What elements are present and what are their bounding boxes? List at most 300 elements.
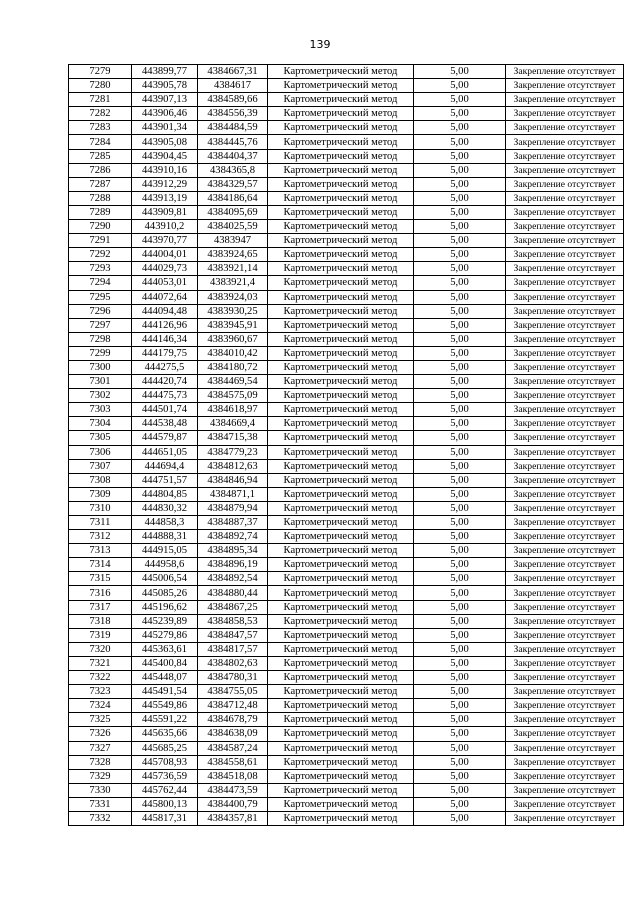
method-cell: Картометрический метод bbox=[268, 220, 414, 234]
fixation-cell: Закрепление отсутствует bbox=[506, 262, 624, 276]
y-coordinate-cell: 4384780,31 bbox=[198, 671, 268, 685]
accuracy-cell: 5,00 bbox=[414, 741, 506, 755]
accuracy-cell: 5,00 bbox=[414, 713, 506, 727]
method-cell: Картометрический метод bbox=[268, 811, 414, 825]
y-coordinate-cell: 4384404,37 bbox=[198, 149, 268, 163]
x-coordinate-cell: 444420,74 bbox=[132, 375, 198, 389]
method-cell: Картометрический метод bbox=[268, 248, 414, 262]
point-number-cell: 7285 bbox=[69, 149, 132, 163]
accuracy-cell: 5,00 bbox=[414, 205, 506, 219]
y-coordinate-cell: 4384715,38 bbox=[198, 431, 268, 445]
point-number-cell: 7303 bbox=[69, 403, 132, 417]
method-cell: Картометрический метод bbox=[268, 544, 414, 558]
accuracy-cell: 5,00 bbox=[414, 614, 506, 628]
point-number-cell: 7290 bbox=[69, 220, 132, 234]
y-coordinate-cell: 4383921,4 bbox=[198, 276, 268, 290]
point-number-cell: 7317 bbox=[69, 600, 132, 614]
fixation-cell: Закрепление отсутствует bbox=[506, 501, 624, 515]
method-cell: Картометрический метод bbox=[268, 346, 414, 360]
point-number-cell: 7298 bbox=[69, 332, 132, 346]
y-coordinate-cell: 4384484,59 bbox=[198, 121, 268, 135]
y-coordinate-cell: 4384678,79 bbox=[198, 713, 268, 727]
point-number-cell: 7283 bbox=[69, 121, 132, 135]
method-cell: Картометрический метод bbox=[268, 205, 414, 219]
table-row bbox=[69, 290, 624, 304]
method-cell: Картометрический метод bbox=[268, 360, 414, 374]
method-cell: Картометрический метод bbox=[268, 727, 414, 741]
table-row bbox=[69, 417, 624, 431]
method-cell: Картометрический метод bbox=[268, 699, 414, 713]
y-coordinate-cell: 4384846,94 bbox=[198, 473, 268, 487]
x-coordinate-cell: 444126,96 bbox=[132, 318, 198, 332]
x-coordinate-cell: 443970,77 bbox=[132, 234, 198, 248]
accuracy-cell: 5,00 bbox=[414, 516, 506, 530]
point-number-cell: 7306 bbox=[69, 445, 132, 459]
fixation-cell: Закрепление отсутствует bbox=[506, 149, 624, 163]
table-row bbox=[69, 656, 624, 670]
accuracy-cell: 5,00 bbox=[414, 642, 506, 656]
y-coordinate-cell: 4384667,31 bbox=[198, 65, 268, 79]
table-row bbox=[69, 544, 624, 558]
x-coordinate-cell: 445196,62 bbox=[132, 600, 198, 614]
fixation-cell: Закрепление отсутствует bbox=[506, 375, 624, 389]
table-row bbox=[69, 473, 624, 487]
fixation-cell: Закрепление отсутствует bbox=[506, 558, 624, 572]
accuracy-cell: 5,00 bbox=[414, 177, 506, 191]
fixation-cell: Закрепление отсутствует bbox=[506, 93, 624, 107]
y-coordinate-cell: 4383930,25 bbox=[198, 304, 268, 318]
accuracy-cell: 5,00 bbox=[414, 93, 506, 107]
method-cell: Картометрический метод bbox=[268, 177, 414, 191]
method-cell: Картометрический метод bbox=[268, 656, 414, 670]
method-cell: Картометрический метод bbox=[268, 262, 414, 276]
fixation-cell: Закрепление отсутствует bbox=[506, 516, 624, 530]
fixation-cell: Закрепление отсутствует bbox=[506, 135, 624, 149]
table-row bbox=[69, 191, 624, 205]
accuracy-cell: 5,00 bbox=[414, 431, 506, 445]
method-cell: Картометрический метод bbox=[268, 783, 414, 797]
method-cell: Картометрический метод bbox=[268, 586, 414, 600]
y-coordinate-cell: 4384867,25 bbox=[198, 600, 268, 614]
y-coordinate-cell: 4384847,57 bbox=[198, 628, 268, 642]
point-number-cell: 7319 bbox=[69, 628, 132, 642]
accuracy-cell: 5,00 bbox=[414, 107, 506, 121]
fixation-cell: Закрепление отсутствует bbox=[506, 431, 624, 445]
y-coordinate-cell: 4384896,19 bbox=[198, 558, 268, 572]
accuracy-cell: 5,00 bbox=[414, 276, 506, 290]
method-cell: Картометрический метод bbox=[268, 79, 414, 93]
y-coordinate-cell: 4383924,65 bbox=[198, 248, 268, 262]
accuracy-cell: 5,00 bbox=[414, 685, 506, 699]
y-coordinate-cell: 4383945,91 bbox=[198, 318, 268, 332]
x-coordinate-cell: 445800,13 bbox=[132, 797, 198, 811]
y-coordinate-cell: 4384445,76 bbox=[198, 135, 268, 149]
fixation-cell: Закрепление отсутствует bbox=[506, 389, 624, 403]
table-row bbox=[69, 699, 624, 713]
point-number-cell: 7286 bbox=[69, 163, 132, 177]
fixation-cell: Закрепление отсутствует bbox=[506, 811, 624, 825]
point-number-cell: 7287 bbox=[69, 177, 132, 191]
point-number-cell: 7279 bbox=[69, 65, 132, 79]
fixation-cell: Закрепление отсутствует bbox=[506, 304, 624, 318]
x-coordinate-cell: 444094,48 bbox=[132, 304, 198, 318]
y-coordinate-cell: 4384556,39 bbox=[198, 107, 268, 121]
x-coordinate-cell: 445279,86 bbox=[132, 628, 198, 642]
accuracy-cell: 5,00 bbox=[414, 628, 506, 642]
y-coordinate-cell: 4384871,1 bbox=[198, 487, 268, 501]
fixation-cell: Закрепление отсутствует bbox=[506, 177, 624, 191]
method-cell: Картометрический метод bbox=[268, 755, 414, 769]
y-coordinate-cell: 4384755,05 bbox=[198, 685, 268, 699]
table-row bbox=[69, 572, 624, 586]
method-cell: Картометрический метод bbox=[268, 741, 414, 755]
y-coordinate-cell: 4384895,34 bbox=[198, 544, 268, 558]
method-cell: Картометрический метод bbox=[268, 431, 414, 445]
fixation-cell: Закрепление отсутствует bbox=[506, 685, 624, 699]
accuracy-cell: 5,00 bbox=[414, 671, 506, 685]
accuracy-cell: 5,00 bbox=[414, 304, 506, 318]
x-coordinate-cell: 444888,31 bbox=[132, 530, 198, 544]
point-number-cell: 7299 bbox=[69, 346, 132, 360]
point-number-cell: 7293 bbox=[69, 262, 132, 276]
y-coordinate-cell: 4384587,24 bbox=[198, 741, 268, 755]
table-row bbox=[69, 375, 624, 389]
x-coordinate-cell: 445549,86 bbox=[132, 699, 198, 713]
y-coordinate-cell: 4384817,57 bbox=[198, 642, 268, 656]
y-coordinate-cell: 4384518,08 bbox=[198, 769, 268, 783]
fixation-cell: Закрепление отсутствует bbox=[506, 332, 624, 346]
accuracy-cell: 5,00 bbox=[414, 558, 506, 572]
accuracy-cell: 5,00 bbox=[414, 220, 506, 234]
y-coordinate-cell: 4384180,72 bbox=[198, 360, 268, 374]
y-coordinate-cell: 4383947 bbox=[198, 234, 268, 248]
method-cell: Картометрический метод bbox=[268, 572, 414, 586]
point-number-cell: 7292 bbox=[69, 248, 132, 262]
x-coordinate-cell: 444830,32 bbox=[132, 501, 198, 515]
x-coordinate-cell: 445736,59 bbox=[132, 769, 198, 783]
method-cell: Картометрический метод bbox=[268, 614, 414, 628]
table-row bbox=[69, 713, 624, 727]
x-coordinate-cell: 444804,85 bbox=[132, 487, 198, 501]
fixation-cell: Закрепление отсутствует bbox=[506, 628, 624, 642]
method-cell: Картометрический метод bbox=[268, 417, 414, 431]
x-coordinate-cell: 445685,25 bbox=[132, 741, 198, 755]
method-cell: Картометрический метод bbox=[268, 93, 414, 107]
point-number-cell: 7289 bbox=[69, 205, 132, 219]
table-row bbox=[69, 332, 624, 346]
point-number-cell: 7326 bbox=[69, 727, 132, 741]
table-row bbox=[69, 642, 624, 656]
table-row bbox=[69, 741, 624, 755]
table-row bbox=[69, 220, 624, 234]
y-coordinate-cell: 4384010,42 bbox=[198, 346, 268, 360]
fixation-cell: Закрепление отсутствует bbox=[506, 290, 624, 304]
x-coordinate-cell: 444146,34 bbox=[132, 332, 198, 346]
fixation-cell: Закрепление отсутствует bbox=[506, 727, 624, 741]
accuracy-cell: 5,00 bbox=[414, 360, 506, 374]
y-coordinate-cell: 4384469,54 bbox=[198, 375, 268, 389]
accuracy-cell: 5,00 bbox=[414, 248, 506, 262]
point-number-cell: 7307 bbox=[69, 459, 132, 473]
y-coordinate-cell: 4384575,09 bbox=[198, 389, 268, 403]
x-coordinate-cell: 443906,46 bbox=[132, 107, 198, 121]
y-coordinate-cell: 4384812,63 bbox=[198, 459, 268, 473]
y-coordinate-cell: 4384095,69 bbox=[198, 205, 268, 219]
table-body bbox=[69, 65, 624, 826]
fixation-cell: Закрепление отсутствует bbox=[506, 614, 624, 628]
point-number-cell: 7296 bbox=[69, 304, 132, 318]
accuracy-cell: 5,00 bbox=[414, 586, 506, 600]
point-number-cell: 7291 bbox=[69, 234, 132, 248]
table-row bbox=[69, 107, 624, 121]
fixation-cell: Закрепление отсутствует bbox=[506, 544, 624, 558]
table-row bbox=[69, 121, 624, 135]
y-coordinate-cell: 4384887,37 bbox=[198, 516, 268, 530]
fixation-cell: Закрепление отсутствует bbox=[506, 346, 624, 360]
accuracy-cell: 5,00 bbox=[414, 65, 506, 79]
method-cell: Картометрический метод bbox=[268, 389, 414, 403]
x-coordinate-cell: 443910,16 bbox=[132, 163, 198, 177]
accuracy-cell: 5,00 bbox=[414, 389, 506, 403]
point-number-cell: 7332 bbox=[69, 811, 132, 825]
table-row bbox=[69, 205, 624, 219]
table-row bbox=[69, 65, 624, 79]
accuracy-cell: 5,00 bbox=[414, 811, 506, 825]
accuracy-cell: 5,00 bbox=[414, 755, 506, 769]
accuracy-cell: 5,00 bbox=[414, 375, 506, 389]
accuracy-cell: 5,00 bbox=[414, 544, 506, 558]
x-coordinate-cell: 444915,05 bbox=[132, 544, 198, 558]
accuracy-cell: 5,00 bbox=[414, 501, 506, 515]
method-cell: Картометрический метод bbox=[268, 290, 414, 304]
point-number-cell: 7316 bbox=[69, 586, 132, 600]
y-coordinate-cell: 4384473,59 bbox=[198, 783, 268, 797]
accuracy-cell: 5,00 bbox=[414, 699, 506, 713]
fixation-cell: Закрепление отсутствует bbox=[506, 79, 624, 93]
fixation-cell: Закрепление отсутствует bbox=[506, 642, 624, 656]
y-coordinate-cell: 4383924,03 bbox=[198, 290, 268, 304]
x-coordinate-cell: 444004,01 bbox=[132, 248, 198, 262]
fixation-cell: Закрепление отсутствует bbox=[506, 191, 624, 205]
point-number-cell: 7329 bbox=[69, 769, 132, 783]
point-number-cell: 7325 bbox=[69, 713, 132, 727]
fixation-cell: Закрепление отсутствует bbox=[506, 699, 624, 713]
method-cell: Картометрический метод bbox=[268, 671, 414, 685]
x-coordinate-cell: 445817,31 bbox=[132, 811, 198, 825]
table-row bbox=[69, 600, 624, 614]
fixation-cell: Закрепление отсутствует bbox=[506, 163, 624, 177]
point-number-cell: 7312 bbox=[69, 530, 132, 544]
point-number-cell: 7284 bbox=[69, 135, 132, 149]
table-row bbox=[69, 248, 624, 262]
method-cell: Картометрический метод bbox=[268, 65, 414, 79]
accuracy-cell: 5,00 bbox=[414, 473, 506, 487]
table-row bbox=[69, 811, 624, 825]
accuracy-cell: 5,00 bbox=[414, 417, 506, 431]
point-number-cell: 7302 bbox=[69, 389, 132, 403]
accuracy-cell: 5,00 bbox=[414, 783, 506, 797]
point-number-cell: 7328 bbox=[69, 755, 132, 769]
point-number-cell: 7313 bbox=[69, 544, 132, 558]
fixation-cell: Закрепление отсутствует bbox=[506, 403, 624, 417]
method-cell: Картометрический метод bbox=[268, 516, 414, 530]
accuracy-cell: 5,00 bbox=[414, 79, 506, 93]
y-coordinate-cell: 4384892,74 bbox=[198, 530, 268, 544]
table-row bbox=[69, 318, 624, 332]
x-coordinate-cell: 443905,78 bbox=[132, 79, 198, 93]
fixation-cell: Закрепление отсутствует bbox=[506, 473, 624, 487]
table-row bbox=[69, 685, 624, 699]
accuracy-cell: 5,00 bbox=[414, 149, 506, 163]
x-coordinate-cell: 443909,81 bbox=[132, 205, 198, 219]
method-cell: Картометрический метод bbox=[268, 487, 414, 501]
table-row bbox=[69, 487, 624, 501]
fixation-cell: Закрепление отсутствует bbox=[506, 234, 624, 248]
fixation-cell: Закрепление отсутствует bbox=[506, 741, 624, 755]
table-row bbox=[69, 403, 624, 417]
fixation-cell: Закрепление отсутствует bbox=[506, 586, 624, 600]
table-row bbox=[69, 346, 624, 360]
y-coordinate-cell: 4384802,63 bbox=[198, 656, 268, 670]
x-coordinate-cell: 445762,44 bbox=[132, 783, 198, 797]
coordinates-table bbox=[68, 64, 624, 826]
point-number-cell: 7330 bbox=[69, 783, 132, 797]
x-coordinate-cell: 445635,66 bbox=[132, 727, 198, 741]
x-coordinate-cell: 445085,26 bbox=[132, 586, 198, 600]
table-row bbox=[69, 516, 624, 530]
x-coordinate-cell: 444029,73 bbox=[132, 262, 198, 276]
x-coordinate-cell: 444072,64 bbox=[132, 290, 198, 304]
method-cell: Картометрический метод bbox=[268, 558, 414, 572]
method-cell: Картометрический метод bbox=[268, 107, 414, 121]
table-row bbox=[69, 431, 624, 445]
table-row bbox=[69, 558, 624, 572]
fixation-cell: Закрепление отсутствует bbox=[506, 318, 624, 332]
point-number-cell: 7320 bbox=[69, 642, 132, 656]
x-coordinate-cell: 445448,07 bbox=[132, 671, 198, 685]
table-row bbox=[69, 276, 624, 290]
method-cell: Картометрический метод bbox=[268, 530, 414, 544]
point-number-cell: 7327 bbox=[69, 741, 132, 755]
y-coordinate-cell: 4384400,79 bbox=[198, 797, 268, 811]
x-coordinate-cell: 445708,93 bbox=[132, 755, 198, 769]
y-coordinate-cell: 4384892,54 bbox=[198, 572, 268, 586]
fixation-cell: Закрепление отсутствует bbox=[506, 220, 624, 234]
y-coordinate-cell: 4384618,97 bbox=[198, 403, 268, 417]
page-number: 139 bbox=[309, 38, 331, 51]
x-coordinate-cell: 445591,22 bbox=[132, 713, 198, 727]
accuracy-cell: 5,00 bbox=[414, 727, 506, 741]
fixation-cell: Закрепление отсутствует bbox=[506, 205, 624, 219]
accuracy-cell: 5,00 bbox=[414, 769, 506, 783]
table-row bbox=[69, 304, 624, 318]
table-row bbox=[69, 360, 624, 374]
table-row bbox=[69, 135, 624, 149]
table-row bbox=[69, 727, 624, 741]
method-cell: Картометрический метод bbox=[268, 642, 414, 656]
point-number-cell: 7323 bbox=[69, 685, 132, 699]
x-coordinate-cell: 444751,57 bbox=[132, 473, 198, 487]
method-cell: Картометрический метод bbox=[268, 628, 414, 642]
accuracy-cell: 5,00 bbox=[414, 234, 506, 248]
point-number-cell: 7305 bbox=[69, 431, 132, 445]
x-coordinate-cell: 444858,3 bbox=[132, 516, 198, 530]
table-row bbox=[69, 628, 624, 642]
point-number-cell: 7309 bbox=[69, 487, 132, 501]
y-coordinate-cell: 4383921,14 bbox=[198, 262, 268, 276]
table-row bbox=[69, 149, 624, 163]
table-row bbox=[69, 445, 624, 459]
accuracy-cell: 5,00 bbox=[414, 600, 506, 614]
x-coordinate-cell: 445239,89 bbox=[132, 614, 198, 628]
x-coordinate-cell: 444579,87 bbox=[132, 431, 198, 445]
accuracy-cell: 5,00 bbox=[414, 459, 506, 473]
table-row bbox=[69, 79, 624, 93]
fixation-cell: Закрепление отсутствует bbox=[506, 459, 624, 473]
fixation-cell: Закрепление отсутствует bbox=[506, 797, 624, 811]
table-row bbox=[69, 586, 624, 600]
fixation-cell: Закрепление отсутствует bbox=[506, 360, 624, 374]
fixation-cell: Закрепление отсутствует bbox=[506, 107, 624, 121]
accuracy-cell: 5,00 bbox=[414, 290, 506, 304]
fixation-cell: Закрепление отсутствует bbox=[506, 530, 624, 544]
accuracy-cell: 5,00 bbox=[414, 487, 506, 501]
table-row bbox=[69, 783, 624, 797]
method-cell: Картометрический метод bbox=[268, 797, 414, 811]
x-coordinate-cell: 443912,29 bbox=[132, 177, 198, 191]
point-number-cell: 7315 bbox=[69, 572, 132, 586]
table-row bbox=[69, 614, 624, 628]
point-number-cell: 7281 bbox=[69, 93, 132, 107]
table-row bbox=[69, 671, 624, 685]
y-coordinate-cell: 4384357,81 bbox=[198, 811, 268, 825]
x-coordinate-cell: 444694,4 bbox=[132, 459, 198, 473]
x-coordinate-cell: 445400,84 bbox=[132, 656, 198, 670]
point-number-cell: 7321 bbox=[69, 656, 132, 670]
method-cell: Картометрический метод bbox=[268, 375, 414, 389]
x-coordinate-cell: 444275,5 bbox=[132, 360, 198, 374]
point-number-cell: 7295 bbox=[69, 290, 132, 304]
fixation-cell: Закрепление отсутствует bbox=[506, 248, 624, 262]
x-coordinate-cell: 444053,01 bbox=[132, 276, 198, 290]
point-number-cell: 7322 bbox=[69, 671, 132, 685]
accuracy-cell: 5,00 bbox=[414, 135, 506, 149]
method-cell: Картометрический метод bbox=[268, 501, 414, 515]
point-number-cell: 7300 bbox=[69, 360, 132, 374]
point-number-cell: 7331 bbox=[69, 797, 132, 811]
point-number-cell: 7310 bbox=[69, 501, 132, 515]
table-row bbox=[69, 93, 624, 107]
method-cell: Картометрический метод bbox=[268, 304, 414, 318]
fixation-cell: Закрепление отсутствует bbox=[506, 276, 624, 290]
fixation-cell: Закрепление отсутствует bbox=[506, 769, 624, 783]
y-coordinate-cell: 4384025,59 bbox=[198, 220, 268, 234]
point-number-cell: 7304 bbox=[69, 417, 132, 431]
method-cell: Картометрический метод bbox=[268, 276, 414, 290]
method-cell: Картометрический метод bbox=[268, 135, 414, 149]
y-coordinate-cell: 4384858,53 bbox=[198, 614, 268, 628]
table-row bbox=[69, 530, 624, 544]
x-coordinate-cell: 444475,73 bbox=[132, 389, 198, 403]
point-number-cell: 7324 bbox=[69, 699, 132, 713]
fixation-cell: Закрепление отсутствует bbox=[506, 445, 624, 459]
y-coordinate-cell: 4383960,67 bbox=[198, 332, 268, 346]
accuracy-cell: 5,00 bbox=[414, 191, 506, 205]
point-number-cell: 7297 bbox=[69, 318, 132, 332]
x-coordinate-cell: 445491,54 bbox=[132, 685, 198, 699]
y-coordinate-cell: 4384558,61 bbox=[198, 755, 268, 769]
accuracy-cell: 5,00 bbox=[414, 346, 506, 360]
